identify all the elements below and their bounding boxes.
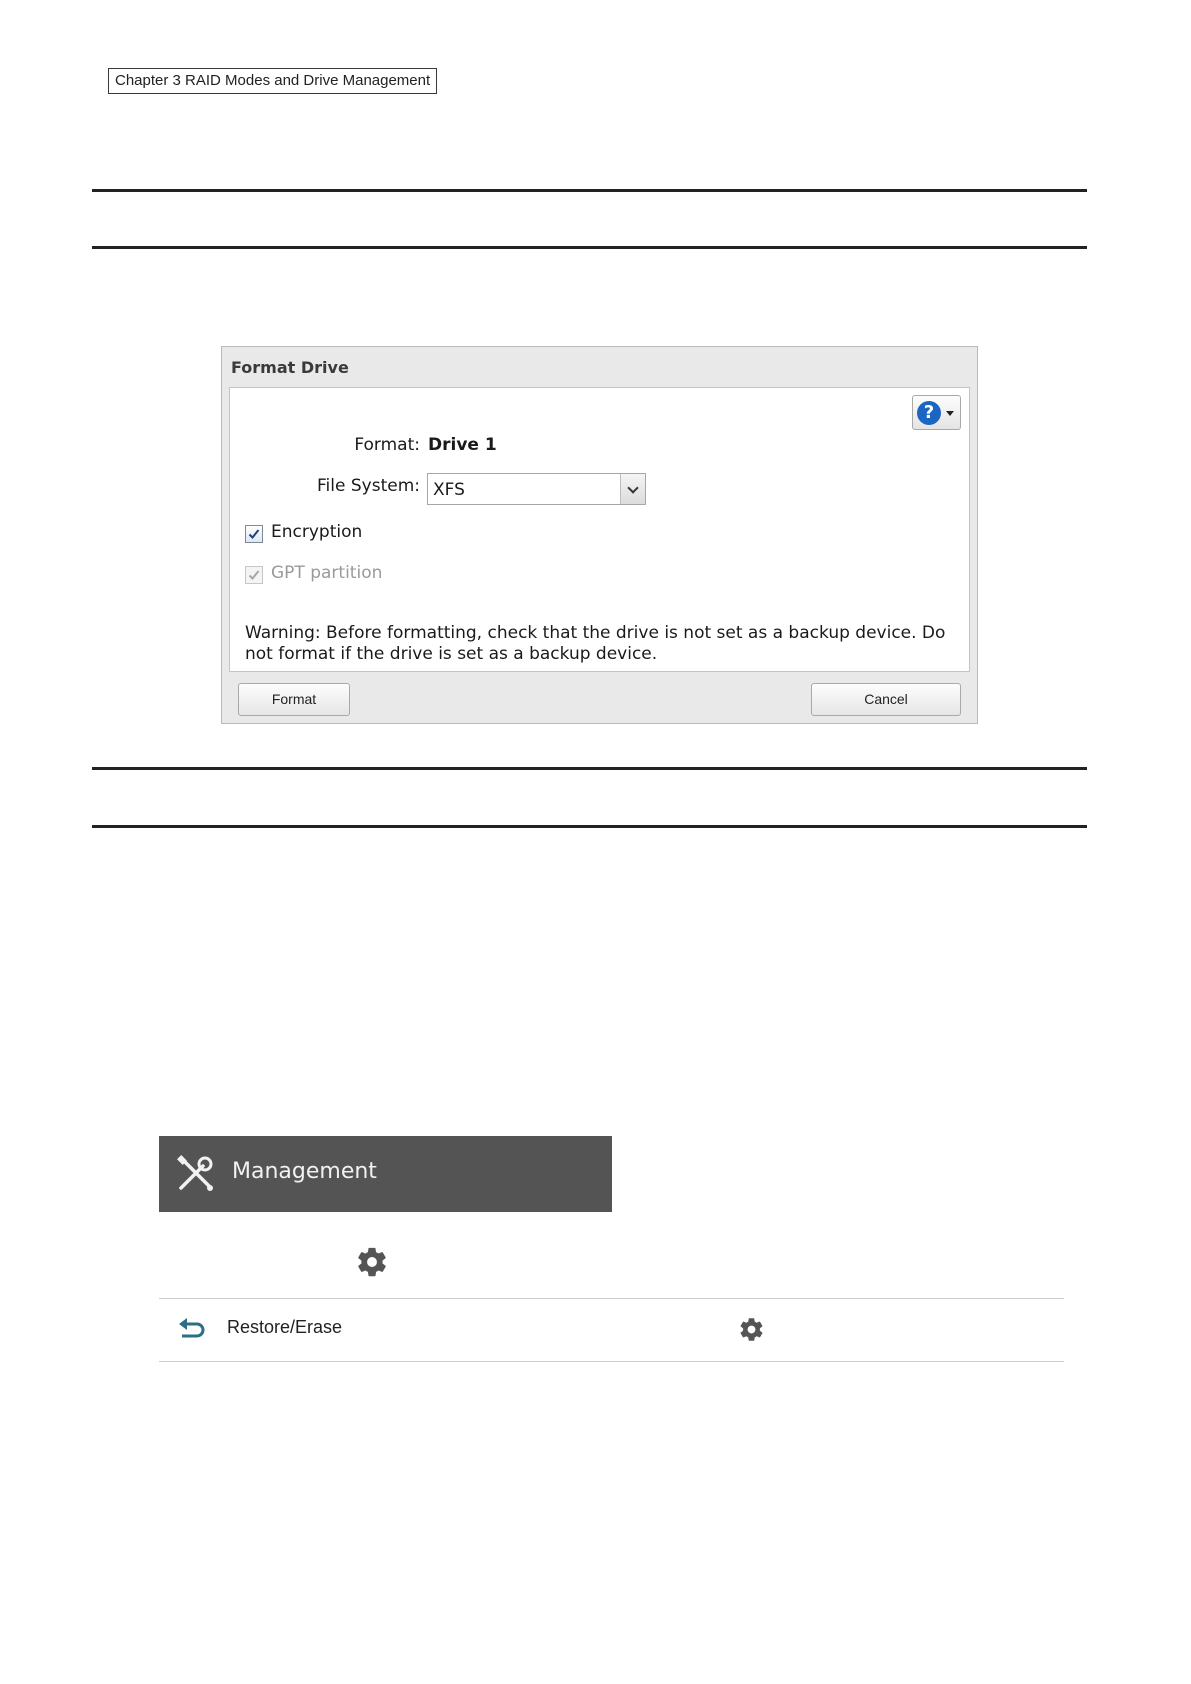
gpt-partition-checkbox[interactable] <box>245 566 263 584</box>
chevron-down-icon[interactable] <box>620 474 645 504</box>
divider-top-2 <box>92 246 1087 249</box>
format-button[interactable]: Format <box>238 683 350 716</box>
gear-icon <box>355 1245 389 1279</box>
encryption-checkbox[interactable] <box>245 525 263 543</box>
undo-arrow-icon <box>177 1316 207 1344</box>
encryption-label: Encryption <box>271 522 363 542</box>
divider-mid-2 <box>92 825 1087 828</box>
dialog-title: Format Drive <box>231 358 349 377</box>
cancel-button[interactable]: Cancel <box>811 683 961 716</box>
checkmark-icon <box>248 569 260 581</box>
chevron-down-icon <box>946 411 954 416</box>
help-icon: ? <box>917 401 941 425</box>
warning-text: Warning: Before formatting, check that the drive is not set as a backup device. Do not format if the drive is set as a backup device. <box>245 623 946 664</box>
format-label: Format: <box>354 435 420 455</box>
management-menu-item[interactable] <box>159 1136 612 1212</box>
help-button[interactable] <box>912 395 961 430</box>
row-divider-bottom <box>159 1361 1064 1362</box>
management-label: Management <box>232 1159 377 1184</box>
row-divider-top <box>159 1298 1064 1299</box>
filesystem-label: File System: <box>317 476 420 496</box>
chapter-label: Chapter 3 RAID Modes and Drive Management <box>108 68 437 94</box>
filesystem-select-value: XFS <box>433 480 465 500</box>
format-value: Drive 1 <box>428 435 497 455</box>
format-drive-dialog <box>221 346 978 724</box>
divider-top-1 <box>92 189 1087 192</box>
gear-icon[interactable] <box>738 1316 765 1343</box>
restore-erase-label[interactable]: Restore/Erase <box>227 1317 343 1337</box>
checkmark-icon <box>248 528 260 540</box>
dialog-body <box>229 387 970 672</box>
gpt-partition-label: GPT partition <box>271 563 383 583</box>
divider-mid-1 <box>92 767 1087 770</box>
tools-icon <box>175 1154 215 1194</box>
filesystem-select[interactable] <box>427 473 646 505</box>
